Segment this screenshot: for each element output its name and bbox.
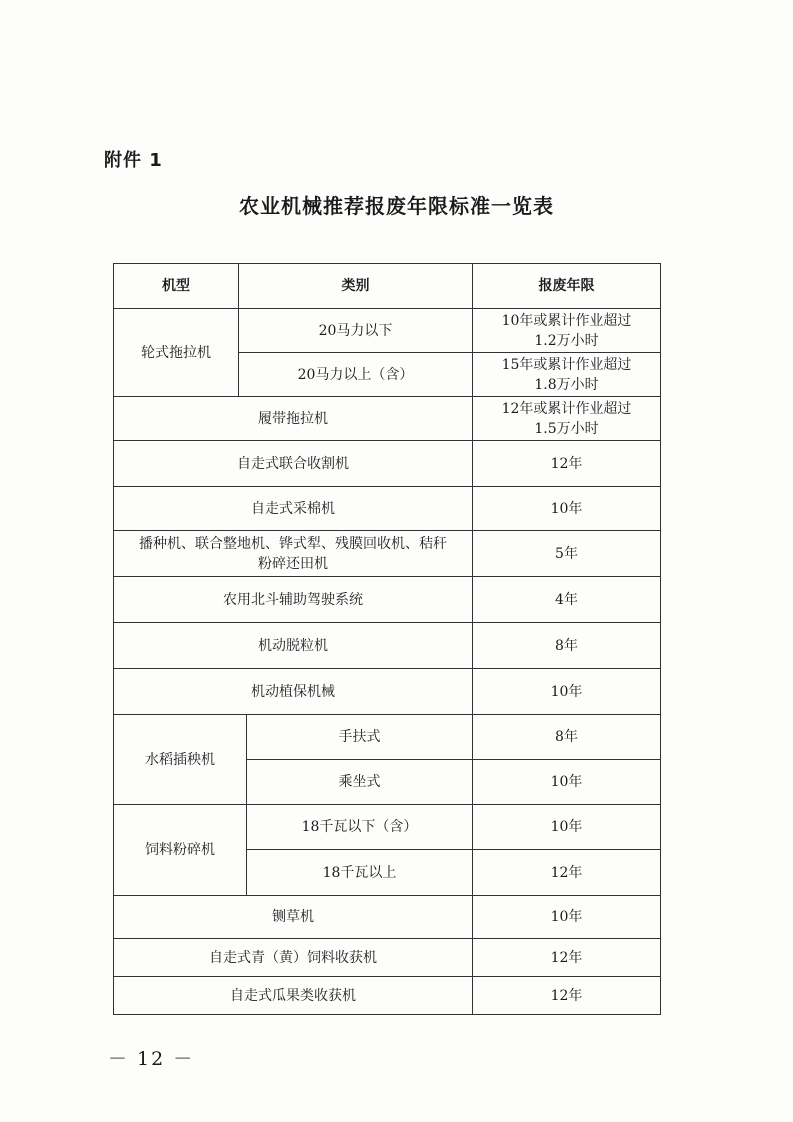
years-line: 1.8万小时 bbox=[534, 376, 599, 393]
scrap-years-table bbox=[113, 263, 661, 1015]
years-cell: 8年 bbox=[473, 715, 661, 760]
table-row bbox=[114, 577, 661, 623]
years-cell: 12年 bbox=[473, 977, 661, 1015]
category-cell: 自走式联合收割机 bbox=[114, 441, 473, 487]
attachment-label: 附件 1 bbox=[104, 150, 163, 171]
category-line: 粉碎还田机 bbox=[258, 555, 328, 572]
years-line: 12年或累计作业超过 bbox=[501, 400, 632, 417]
category-cell: 履带拖拉机 bbox=[114, 397, 473, 441]
page-number: － 12 － bbox=[108, 1048, 195, 1070]
years-cell: 5年 bbox=[473, 531, 661, 577]
table-row bbox=[114, 896, 661, 939]
years-cell bbox=[473, 397, 661, 441]
header-model: 机型 bbox=[114, 264, 239, 309]
years-line: 10年或累计作业超过 bbox=[501, 312, 632, 329]
model-cell: 水稻插秧机 bbox=[114, 715, 247, 805]
table-row bbox=[114, 977, 661, 1015]
years-cell: 10年 bbox=[473, 669, 661, 715]
years-cell: 8年 bbox=[473, 623, 661, 669]
category-cell: 18千瓦以下（含） bbox=[247, 805, 473, 850]
category-cell bbox=[114, 531, 473, 577]
category-cell: 20马力以下 bbox=[239, 309, 473, 353]
category-cell: 机动植保机械 bbox=[114, 669, 473, 715]
category-cell: 乘坐式 bbox=[247, 760, 473, 805]
table-row bbox=[114, 939, 661, 977]
model-cell: 饲料粉碎机 bbox=[114, 805, 247, 896]
category-cell: 自走式青（黄）饲料收获机 bbox=[114, 939, 473, 977]
years-cell: 12年 bbox=[473, 850, 661, 896]
table-row bbox=[114, 669, 661, 715]
years-cell: 10年 bbox=[473, 760, 661, 805]
category-cell: 机动脱粒机 bbox=[114, 623, 473, 669]
table-row bbox=[114, 531, 661, 577]
header-category: 类别 bbox=[239, 264, 473, 309]
category-cell: 20马力以上（含） bbox=[239, 353, 473, 397]
years-cell: 4年 bbox=[473, 577, 661, 623]
years-cell: 12年 bbox=[473, 441, 661, 487]
years-cell bbox=[473, 309, 661, 353]
category-cell: 农用北斗辅助驾驶系统 bbox=[114, 577, 473, 623]
model-cell: 轮式拖拉机 bbox=[114, 309, 239, 397]
years-line: 1.2万小时 bbox=[534, 332, 599, 349]
header-years: 报废年限 bbox=[473, 264, 661, 309]
category-cell: 18千瓦以上 bbox=[247, 850, 473, 896]
table-row bbox=[114, 441, 661, 487]
years-cell: 10年 bbox=[473, 487, 661, 531]
table-header-row bbox=[114, 264, 661, 309]
category-cell: 自走式瓜果类收获机 bbox=[114, 977, 473, 1015]
table-row bbox=[114, 715, 661, 760]
table-row bbox=[114, 805, 661, 850]
years-line: 1.5万小时 bbox=[534, 420, 599, 437]
category-cell: 铡草机 bbox=[114, 896, 473, 939]
document-title: 农业机械推荐报废年限标准一览表 bbox=[239, 194, 554, 218]
category-cell: 手扶式 bbox=[247, 715, 473, 760]
years-cell bbox=[473, 353, 661, 397]
years-cell: 10年 bbox=[473, 896, 661, 939]
years-cell: 10年 bbox=[473, 805, 661, 850]
category-cell: 自走式采棉机 bbox=[114, 487, 473, 531]
category-line: 播种机、联合整地机、铧式犁、残膜回收机、秸秆 bbox=[139, 535, 447, 552]
table-row bbox=[114, 623, 661, 669]
table-row bbox=[114, 487, 661, 531]
years-cell: 12年 bbox=[473, 939, 661, 977]
table-row bbox=[114, 309, 661, 353]
years-line: 15年或累计作业超过 bbox=[501, 356, 632, 373]
table-row bbox=[114, 397, 661, 441]
